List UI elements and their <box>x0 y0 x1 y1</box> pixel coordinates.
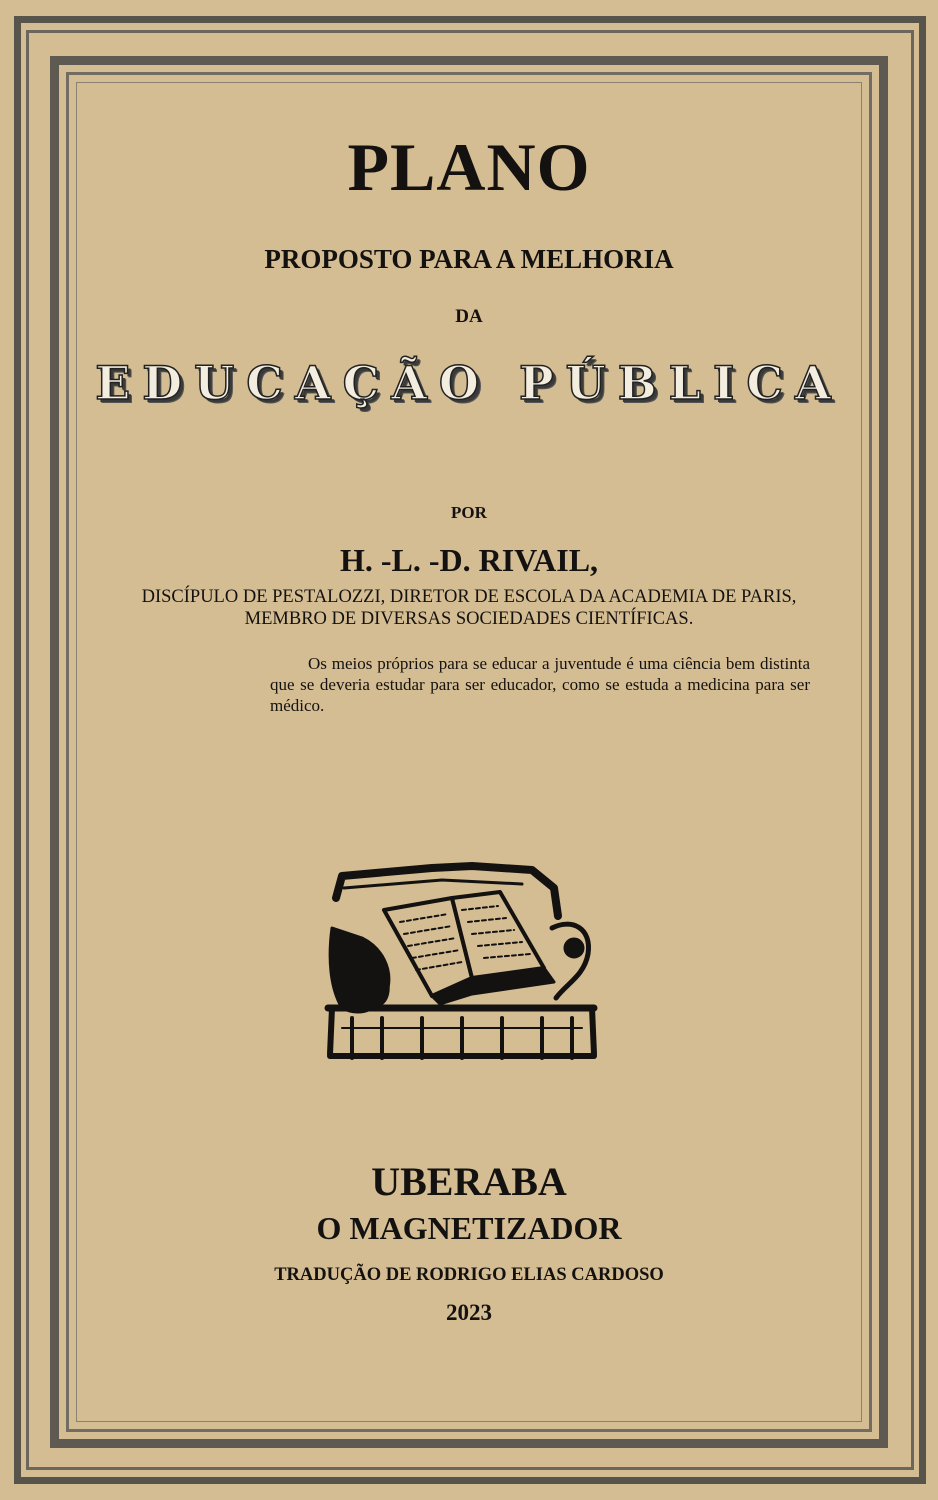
subtitle-line-2: DA <box>455 306 483 327</box>
by-label: POR <box>451 503 487 522</box>
subtitle-line-1: PROPOSTO PARA A MELHORIA <box>264 244 674 274</box>
book-title: PLANO <box>347 129 591 205</box>
open-book-engraving-icon <box>322 858 600 1064</box>
author-name: H. -L. -D. RIVAIL, <box>339 542 599 578</box>
author-credit-line: MEMBRO DE DIVERSAS SOCIEDADES CIENTÍFICAS. <box>244 609 694 629</box>
publisher-name: O MAGNETIZADOR <box>316 1210 622 1246</box>
epigraph: Os meios próprios para se educar a juventude é uma ciência bem distinta que se deveria estudar para ser educador, como se estuda a medicina para ser médico. <box>270 654 810 715</box>
author-credits <box>0 586 938 630</box>
publisher-city: UBERABA <box>371 1159 567 1204</box>
subtitle-line-3: EDUCAÇÃO PÚBLICA <box>95 356 843 410</box>
translator-credit: TRADUÇÃO DE RODRIGO ELIAS CARDOSO <box>274 1265 664 1285</box>
author-credit-line: DISCÍPULO DE PESTALOZZI, DIRETOR DE ESCOLA DA ACADEMIA DE PARIS, <box>141 587 797 607</box>
publication-year: 2023 <box>446 1300 492 1325</box>
